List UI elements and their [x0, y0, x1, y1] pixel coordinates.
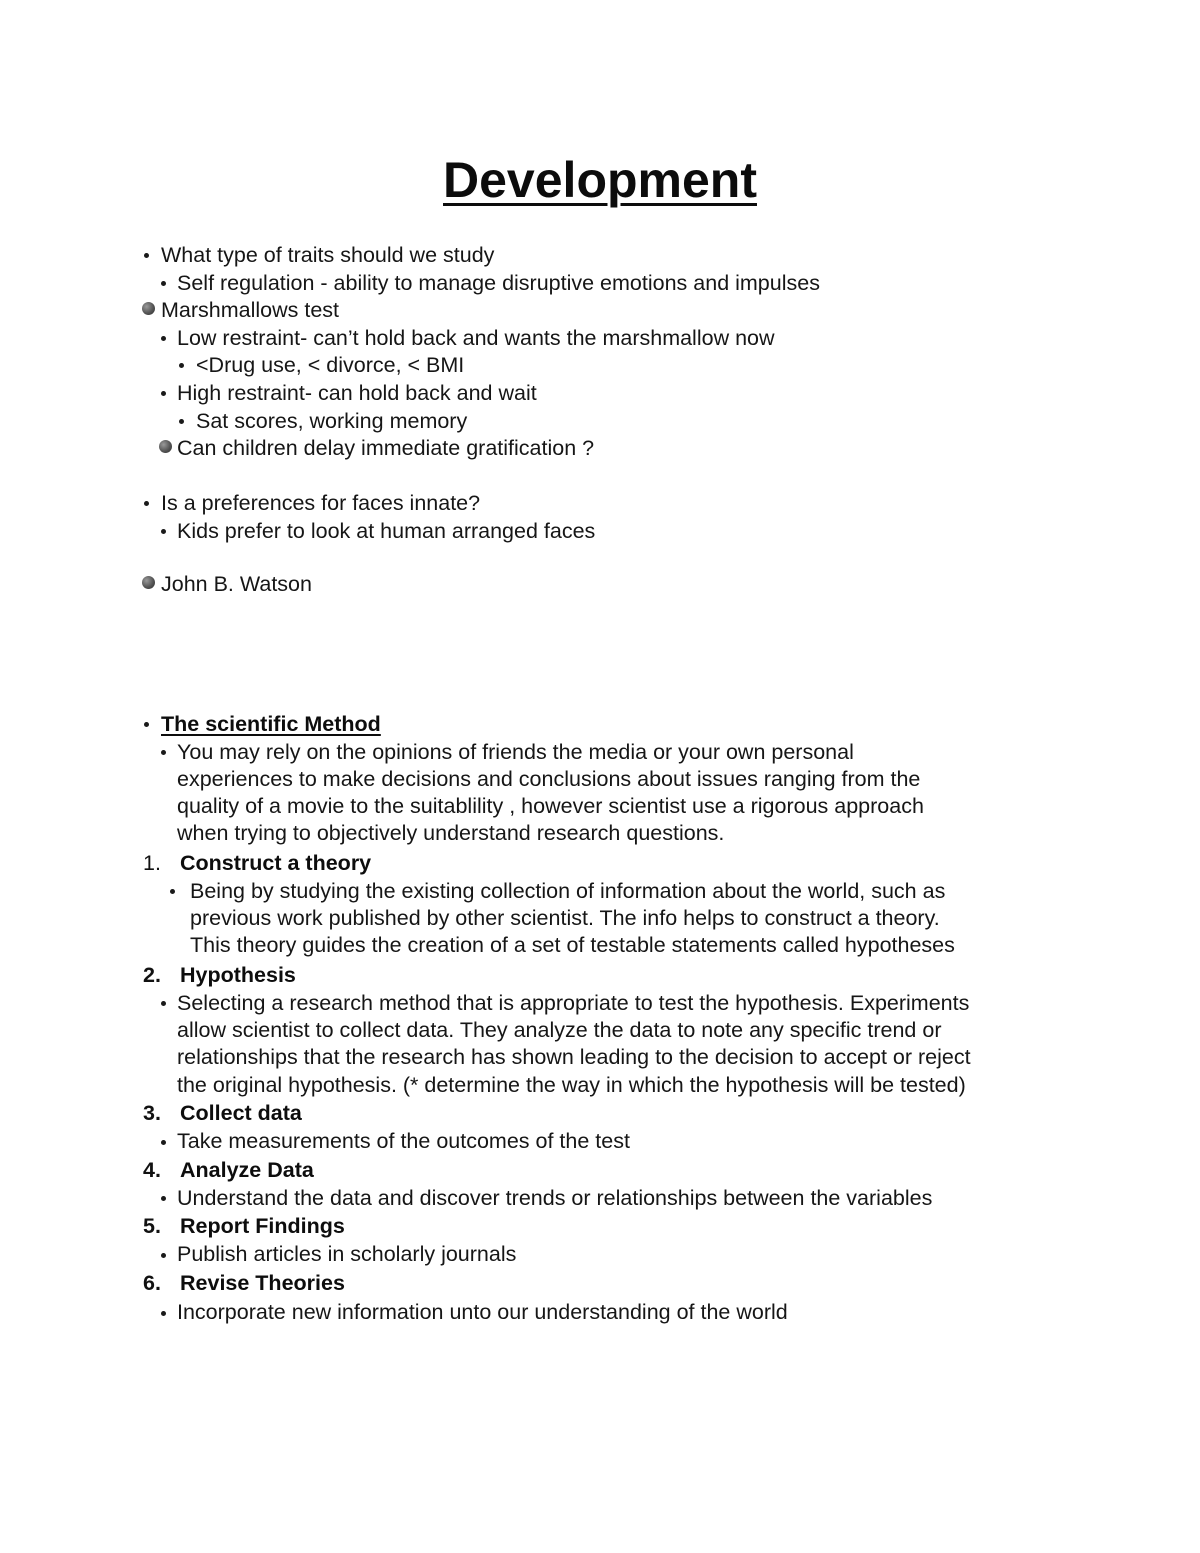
paragraph-line: when trying to objectively understand research questions.: [177, 821, 725, 845]
list-item: Can children delay immediate gratification ?: [177, 436, 595, 460]
list-item: High restraint- can hold back and wait: [177, 381, 537, 405]
bullet-icon: [161, 336, 166, 341]
bullet-icon: [144, 722, 149, 727]
page-title: Development: [443, 152, 757, 208]
list-item: Kids prefer to look at human arranged faces: [177, 519, 596, 543]
step-number: 5.: [143, 1214, 161, 1238]
sphere-bullet-icon: [159, 440, 172, 453]
list-item: Self regulation - ability to manage disruptive emotions and impulses: [177, 271, 820, 295]
bullet-icon: [161, 1140, 166, 1145]
step-number: 4.: [143, 1158, 161, 1182]
bullet-icon: [170, 889, 175, 894]
bullet-icon: [161, 1311, 166, 1316]
sphere-bullet-icon: [142, 302, 155, 315]
paragraph-line: Understand the data and discover trends or relationships between the variables: [177, 1186, 933, 1210]
step-number: 6.: [143, 1271, 161, 1295]
paragraph-line: relationships that the research has shown leading to the decision to accept or reject: [177, 1045, 971, 1069]
step-title: Hypothesis: [180, 963, 296, 987]
bullet-icon: [161, 1253, 166, 1258]
paragraph-line: Being by studying the existing collection of information about the world, such as: [190, 879, 946, 903]
list-item: Marshmallows test: [161, 298, 340, 322]
paragraph-line: You may rely on the opinions of friends the media or your own personal: [177, 740, 854, 764]
sphere-bullet-icon: [142, 576, 155, 589]
bullet-icon: [144, 253, 149, 258]
list-item: Sat scores, working memory: [196, 409, 468, 433]
paragraph-line: quality of a movie to the suitablility , however scientist use a rigorous approach: [177, 794, 924, 818]
paragraph-line: Publish articles in scholarly journals: [177, 1242, 517, 1266]
bullet-icon: [144, 501, 149, 506]
list-item: <Drug use, < divorce, < BMI: [196, 353, 465, 377]
step-number: 3.: [143, 1101, 161, 1125]
bullet-icon: [161, 529, 166, 534]
step-number: 2.: [143, 963, 161, 987]
bullet-icon: [161, 750, 166, 755]
step-title: Collect data: [180, 1101, 302, 1125]
list-item: What type of traits should we study: [161, 243, 495, 267]
paragraph-line: the original hypothesis. (* determine the way in which the hypothesis will be tested): [177, 1073, 966, 1097]
bullet-icon: [161, 1001, 166, 1006]
bullet-icon: [161, 391, 166, 396]
step-title: Construct a theory: [180, 851, 372, 875]
step-title: Analyze Data: [180, 1158, 314, 1182]
list-item: Is a preferences for faces innate?: [161, 491, 481, 515]
bullet-icon: [179, 363, 184, 368]
paragraph-line: experiences to make decisions and conclusions about issues ranging from the: [177, 767, 921, 791]
paragraph-line: Take measurements of the outcomes of the test: [177, 1129, 630, 1153]
bullet-icon: [179, 419, 184, 424]
paragraph-line: This theory guides the creation of a set of testable statements called hypotheses: [190, 933, 955, 957]
paragraph-line: Selecting a research method that is appropriate to test the hypothesis. Experiments: [177, 991, 970, 1015]
step-title: Revise Theories: [180, 1271, 345, 1295]
list-item: Low restraint- can’t hold back and wants the marshmallow now: [177, 326, 775, 350]
step-title: Report Findings: [180, 1214, 345, 1238]
step-number: 1.: [143, 851, 161, 875]
list-item: John B. Watson: [161, 572, 312, 596]
section-heading: The scientific Method: [161, 712, 381, 736]
paragraph-line: previous work published by other scientist. The info helps to construct a theory.: [190, 906, 940, 930]
bullet-icon: [161, 281, 166, 286]
paragraph-line: Incorporate new information unto our understanding of the world: [177, 1300, 788, 1324]
bullet-icon: [161, 1196, 166, 1201]
paragraph-line: allow scientist to collect data. They analyze the data to note any specific trend or: [177, 1018, 942, 1042]
